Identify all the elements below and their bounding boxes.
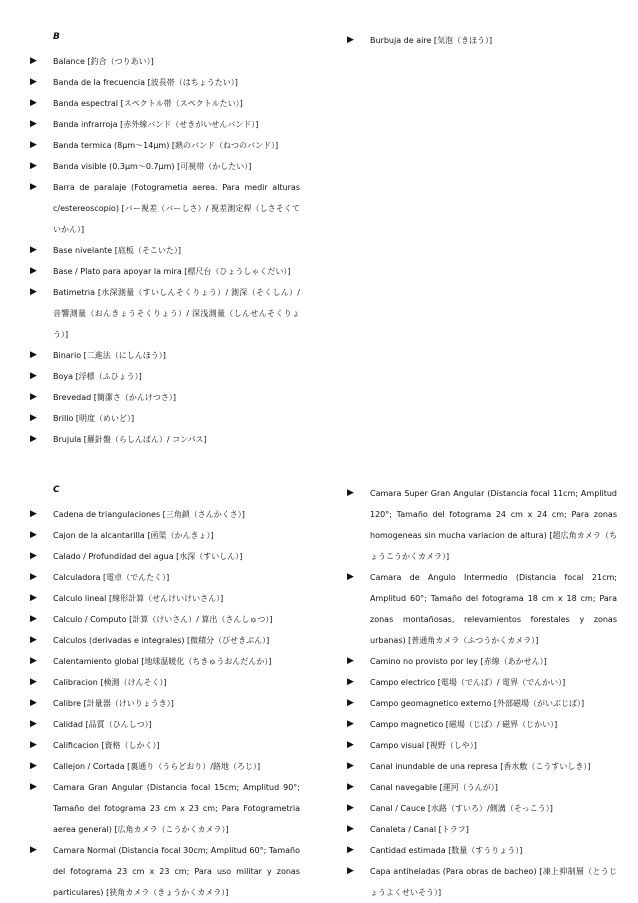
section-c-left-column — [28, 483, 300, 903]
glossary-entry — [345, 735, 617, 756]
glossary-entry — [28, 387, 300, 408]
glossary-entry-text: Camino no provisto por ley [赤線（あかせん）] — [370, 657, 547, 666]
glossary-entry — [28, 366, 300, 387]
glossary-entry — [345, 840, 617, 861]
glossary-entry-text: Calculo lineal [線形計算（せんけいけいさん）] — [53, 594, 224, 603]
glossary-entry-text: Brevedad [簡潔さ（かんけつさ）] — [53, 393, 177, 402]
bullet-arrow-icon: ▶ — [30, 572, 37, 582]
glossary-entry-text: Binario [二進法（にしんほう）] — [53, 351, 166, 360]
glossary-entry — [28, 177, 300, 240]
section-c-right-column — [345, 483, 617, 903]
bullet-arrow-icon: ▶ — [347, 740, 354, 750]
bullet-arrow-icon: ▶ — [30, 719, 37, 729]
bullet-arrow-icon: ▶ — [30, 245, 37, 255]
glossary-entry-text: Camara Normal (Distancia focal 30cm; Amplitud 60°; Tamaño del fotograma 23 cm x 23 cm; Para uso militar y zonas particulares) [狭角カメラ（きょうかくカメラ）] — [53, 846, 300, 897]
glossary-entry-text: Campo visual [視野（しや）] — [370, 741, 477, 750]
glossary-entry — [345, 693, 617, 714]
bullet-arrow-icon: ▶ — [30, 761, 37, 771]
bullet-arrow-icon: ▶ — [30, 656, 37, 666]
glossary-entry — [28, 756, 300, 777]
bullet-arrow-icon: ▶ — [30, 434, 37, 444]
glossary-entry-text: Balance [釣合（つりあい）] — [53, 57, 154, 66]
glossary-entry — [345, 777, 617, 798]
bullet-arrow-icon: ▶ — [30, 77, 37, 87]
bullet-arrow-icon: ▶ — [30, 140, 37, 150]
glossary-entry-text: Calculos (derivadas e integrales) [微積分（びせきぶん）] — [53, 636, 270, 645]
bullet-arrow-icon: ▶ — [347, 824, 354, 834]
bullet-arrow-icon: ▶ — [347, 782, 354, 792]
bullet-arrow-icon: ▶ — [30, 530, 37, 540]
glossary-entry — [28, 588, 300, 609]
bullet-arrow-icon: ▶ — [30, 119, 37, 129]
glossary-entry — [28, 525, 300, 546]
glossary-entry-text: Callejon / Cortada [裏通り（うらどおり）/路地（ろじ）] — [53, 762, 261, 771]
glossary-entry — [28, 504, 300, 525]
bullet-arrow-icon: ▶ — [30, 614, 37, 624]
glossary-entry-text: Capa antiheladas (Para obras de bacheo) [凍上抑制層（とうじょうよくせいそう）] — [370, 867, 617, 897]
glossary-entry — [28, 345, 300, 366]
glossary-entry — [28, 693, 300, 714]
bullet-arrow-icon: ▶ — [347, 845, 354, 855]
glossary-entry-text: Canaleta / Canal [トラフ] — [370, 825, 469, 834]
bullet-arrow-icon: ▶ — [30, 677, 37, 687]
bullet-arrow-icon: ▶ — [30, 392, 37, 402]
glossary-entry-text: Calificacion [資格（しかく）] — [53, 741, 160, 750]
bullet-arrow-icon: ▶ — [30, 740, 37, 750]
bullet-arrow-icon: ▶ — [30, 161, 37, 171]
glossary-entry — [28, 840, 300, 903]
section-b-right-column — [345, 30, 617, 51]
bullet-arrow-icon: ▶ — [30, 782, 37, 792]
glossary-entry-text: Brillo [明度（めいど）] — [53, 414, 135, 423]
glossary-entry-text: Canal / Cauce [水路（すいろ）/側溝（そっこう）] — [370, 804, 553, 813]
section-b-left-column — [28, 30, 300, 450]
glossary-entry-text: Banda visible (0.3μm〜0.7μm) [可視帯（かしたい）] — [53, 162, 252, 171]
section-heading-c: C — [53, 485, 60, 495]
bullet-arrow-icon: ▶ — [347, 35, 354, 45]
glossary-entry-text: Batimetria [水深測量（すいしんそくりょう）/ 測深（そくしん）/ 音響測量（おんきょうそくりょう）/ 深浅測量（しんせんそくりょう）] — [53, 288, 300, 339]
section-heading-b: B — [53, 32, 60, 42]
glossary-entry-text: Boya [浮標（ふひょう）] — [53, 372, 142, 381]
glossary-entry-text: Campo electrico [電場（でんば）/ 電界（でんかい）] — [370, 678, 566, 687]
glossary-entry — [28, 93, 300, 114]
glossary-entry-text: Campo geomagnetico externo [外部磁場（がいぶじば）] — [370, 699, 585, 708]
bullet-arrow-icon: ▶ — [347, 677, 354, 687]
glossary-entry — [28, 240, 300, 261]
bullet-arrow-icon: ▶ — [30, 98, 37, 108]
term-list-c-right — [345, 483, 617, 903]
bullet-arrow-icon: ▶ — [30, 182, 37, 192]
bullet-arrow-icon: ▶ — [30, 845, 37, 855]
glossary-entry-text: Banda espectral [スペクトル帯（スペクトルたい）] — [53, 99, 243, 108]
glossary-entry — [28, 156, 300, 177]
glossary-entry — [345, 483, 617, 567]
bullet-arrow-icon: ▶ — [347, 761, 354, 771]
glossary-entry — [345, 798, 617, 819]
glossary-entry-text: Calibracion [検測（けんそく）] — [53, 678, 167, 687]
glossary-entry — [28, 261, 300, 282]
glossary-entry-text: Barra de paralaje (Fotogrametia aerea. Para medir alturas c/estereoscopio) [バー視差（バーしさ）/ 視差測定桿（しさそくていかん）] — [53, 183, 300, 234]
glossary-entry — [28, 777, 300, 840]
glossary-entry-text: Calculo / Computo [計算（けいさん）/ 算出（さんしゅつ）] — [53, 615, 273, 624]
bullet-arrow-icon: ▶ — [30, 698, 37, 708]
glossary-entry — [28, 567, 300, 588]
bullet-arrow-icon: ▶ — [347, 719, 354, 729]
glossary-entry-text: Cadena de triangulaciones [三角鎖（さんかくさ）] — [53, 510, 245, 519]
glossary-entry — [28, 72, 300, 93]
bullet-arrow-icon: ▶ — [347, 866, 354, 876]
glossary-entry — [345, 861, 617, 903]
glossary-entry-text: Burbuja de aire [気泡（きほう）] — [370, 36, 493, 45]
glossary-entry-text: Camara Gran Angular (Distancia focal 15cm; Amplitud 90°; Tamaño del fotograma 23 cm x 23 cm; Para Fotogrametria aerea general) [広角カメラ（こうかくカメラ）] — [53, 783, 300, 834]
bullet-arrow-icon: ▶ — [347, 488, 354, 498]
glossary-entry — [345, 651, 617, 672]
glossary-entry-text: Brujula [羅針盤（らしんばん）/ コンパス] — [53, 435, 207, 444]
glossary-entry — [345, 714, 617, 735]
glossary-entry-text: Canal navegable [運河（うんが）] — [370, 783, 498, 792]
glossary-entry — [28, 630, 300, 651]
glossary-entry-text: Cajon de la alcantarilla [函渠（かんきょ）] — [53, 531, 214, 540]
glossary-entry-text: Calidad [品質（ひんしつ）] — [53, 720, 152, 729]
glossary-entry — [28, 735, 300, 756]
bullet-arrow-icon: ▶ — [347, 656, 354, 666]
bullet-arrow-icon: ▶ — [30, 635, 37, 645]
bullet-arrow-icon: ▶ — [30, 371, 37, 381]
glossary-entry-text: Base / Plato para apoyar la mira [標尺台（ひょうしゃくだい）] — [53, 267, 291, 276]
bullet-arrow-icon: ▶ — [30, 266, 37, 276]
glossary-entry-text: Banda infrarroja [赤外線バンド（せきがいせんバンド）] — [53, 120, 259, 129]
glossary-entry-text: Camara Super Gran Angular (Distancia focal 11cm; Amplitud 120°; Tamaño del fotograma 24 cm x 24 cm; Para zonas homogeneas sin mucha variacion de altura) [超広角カメラ（ちょうこうかくカメラ）] — [370, 489, 617, 561]
bullet-arrow-icon: ▶ — [347, 572, 354, 582]
glossary-entry — [28, 51, 300, 72]
bullet-arrow-icon: ▶ — [30, 593, 37, 603]
glossary-entry-text: Calibre [計量器（けいりょうき）] — [53, 699, 174, 708]
glossary-entry-text: Calentamiento global [地球温暖化（ちきゅうおんだんか）] — [53, 657, 272, 666]
bullet-arrow-icon: ▶ — [347, 698, 354, 708]
glossary-entry — [28, 135, 300, 156]
glossary-entry-text: Cantidad estimada [数量（すうりょう）] — [370, 846, 523, 855]
glossary-entry — [28, 546, 300, 567]
glossary-entry-text: Banda de la frecuencia [波長帯（はちょうたい）] — [53, 78, 238, 87]
glossary-entry-text: Calado / Profundidad del agua [水深（すいしん）] — [53, 552, 243, 561]
glossary-entry — [345, 30, 617, 51]
bullet-arrow-icon: ▶ — [30, 287, 37, 297]
glossary-entry — [28, 714, 300, 735]
term-list-b-left — [28, 51, 300, 450]
glossary-entry — [345, 819, 617, 840]
glossary-entry-text: Campo magnetico [磁場（じば）/ 磁界（じかい）] — [370, 720, 558, 729]
glossary-entry — [28, 114, 300, 135]
term-list-b-right — [345, 30, 617, 51]
bullet-arrow-icon: ▶ — [30, 350, 37, 360]
glossary-entry — [345, 567, 617, 651]
term-list-c-left — [28, 504, 300, 903]
glossary-entry — [28, 672, 300, 693]
glossary-entry-text: Canal inundable de una represa [香水敷（こうすいしき）] — [370, 762, 591, 771]
bullet-arrow-icon: ▶ — [347, 803, 354, 813]
glossary-entry-text: Banda termica (8μm〜14μm) [熱のバンド（ねつのバンド）] — [53, 141, 279, 150]
glossary-entry — [28, 429, 300, 450]
glossary-entry — [28, 651, 300, 672]
glossary-entry-text: Camara de Angulo Intermedio (Distancia focal 21cm; Amplitud 60°; Tamaño del fotograma 18 cm x 18 cm; Para zonas montañosas, relevamientos forestales y zonas urbanas) [普通角カメラ（ふつうかくカメラ）] — [370, 573, 617, 645]
glossary-entry — [28, 408, 300, 429]
glossary-entry — [28, 609, 300, 630]
glossary-entry-text: Calculadora [電卓（でんたく）] — [53, 573, 170, 582]
bullet-arrow-icon: ▶ — [30, 56, 37, 66]
glossary-entry — [345, 672, 617, 693]
bullet-arrow-icon: ▶ — [30, 509, 37, 519]
bullet-arrow-icon: ▶ — [30, 413, 37, 423]
bullet-arrow-icon: ▶ — [30, 551, 37, 561]
glossary-entry-text: Base nivelante [底板（そこいた）] — [53, 246, 182, 255]
glossary-entry — [28, 282, 300, 345]
glossary-entry — [345, 756, 617, 777]
